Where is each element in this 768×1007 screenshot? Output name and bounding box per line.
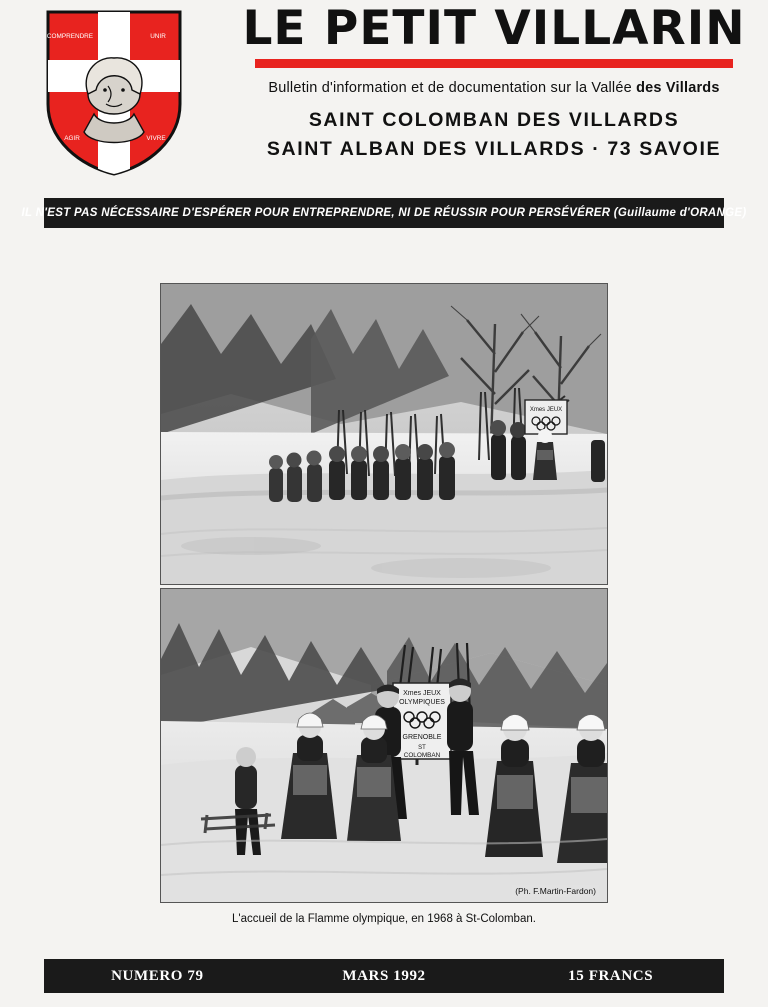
svg-text:VIVRE: VIVRE bbox=[146, 135, 166, 142]
footer-price: 15 FRANCS bbox=[568, 967, 654, 984]
motto-bar bbox=[21, 198, 747, 228]
svg-text:COMPRENDRE: COMPRENDRE bbox=[46, 33, 94, 40]
photo-area bbox=[160, 283, 608, 925]
town-line-1: SAINT COLOMBAN DES VILLARDS bbox=[308, 109, 680, 132]
photo-top bbox=[160, 283, 608, 585]
svg-text:OLYMPIQUES: OLYMPIQUES bbox=[399, 699, 445, 706]
motto-quote: IL N'EST PAS NÉCESSAIRE D'ESPÉRER POUR ENTREPRENDRE, NI DE RÉUSSIR POUR PERSÉVÉRER bbox=[21, 207, 611, 219]
footer-bar bbox=[44, 959, 724, 993]
page-title: LE PETIT VILLARIN bbox=[242, 1, 746, 56]
svg-text:GRENOBLE: GRENOBLE bbox=[402, 734, 442, 741]
olympic-banner-bottom bbox=[393, 683, 451, 759]
photo-bottom-image bbox=[161, 589, 607, 902]
masthead bbox=[0, 0, 768, 190]
svg-text:Xmes JEUX: Xmes JEUX bbox=[403, 690, 441, 697]
shield-icon bbox=[44, 8, 184, 176]
svg-text:AGIR: AGIR bbox=[64, 135, 80, 142]
photo-bottom bbox=[160, 588, 608, 903]
subtitle bbox=[240, 80, 748, 96]
subtitle-bold: des Villards bbox=[636, 80, 720, 97]
photo-top-image bbox=[161, 284, 607, 584]
towns bbox=[240, 106, 748, 163]
motto-text bbox=[22, 207, 747, 219]
footer-date: MARS 1992 bbox=[342, 967, 426, 984]
svg-text:COLOMBAN: COLOMBAN bbox=[403, 752, 441, 759]
svg-text:UNIR: UNIR bbox=[150, 33, 166, 40]
photo-credit: (Ph. F.Martin-Fardon) bbox=[512, 885, 599, 897]
photo-caption: L'accueil de la Flamme olympique, en 1968 à St-Colomban. bbox=[232, 913, 536, 925]
subtitle-plain: Bulletin d'information et de documentation sur la Vallée bbox=[268, 80, 637, 97]
svg-text:Xmes JEUX: Xmes JEUX bbox=[529, 407, 563, 413]
svg-text:ST: ST bbox=[418, 745, 426, 751]
footer-issue: NUMERO 79 bbox=[111, 967, 204, 984]
coat-of-arms bbox=[44, 8, 194, 183]
title-block bbox=[240, 1, 748, 163]
town-line-2: SAINT ALBAN DES VILLARDS · 73 SAVOIE bbox=[266, 137, 722, 160]
motto-attribution: (Guillaume d'ORANGE) bbox=[613, 207, 747, 219]
title-red-rule bbox=[255, 59, 733, 68]
